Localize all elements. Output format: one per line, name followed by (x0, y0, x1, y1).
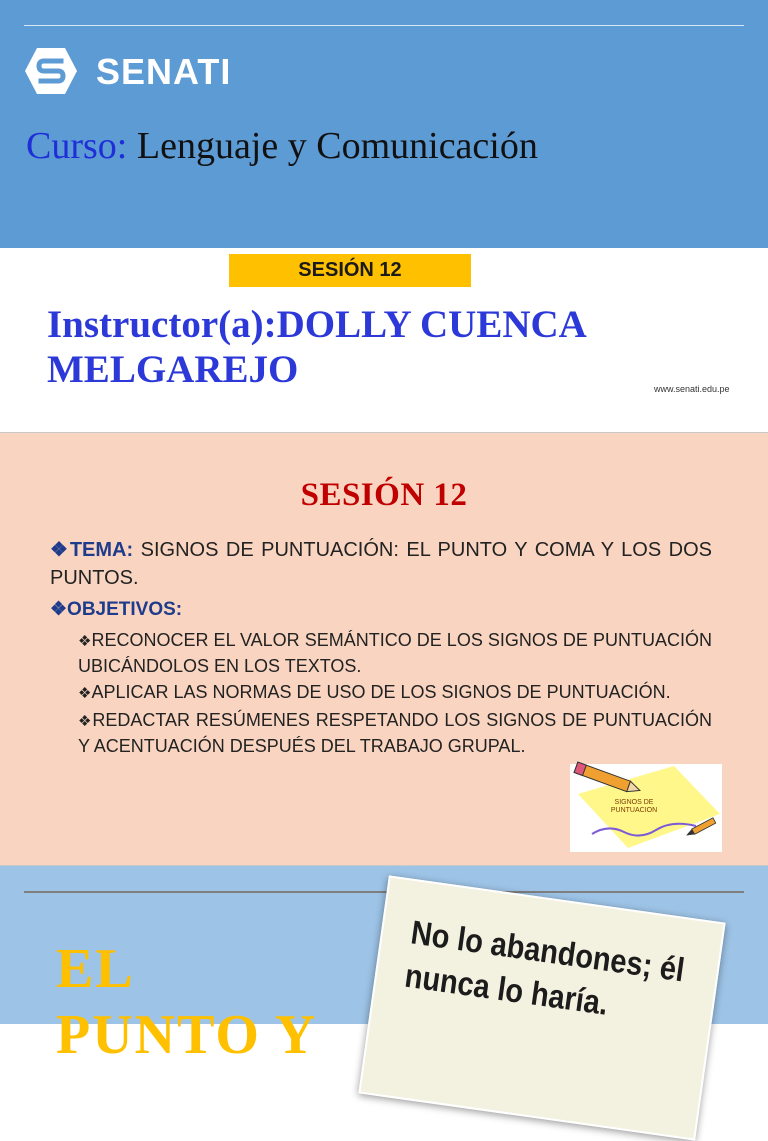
tema-paragraph (50, 536, 712, 592)
quote-note-card (358, 875, 725, 1140)
session-content (50, 536, 712, 760)
session-slide (0, 433, 768, 865)
slide-title (56, 936, 317, 1068)
course-title (26, 122, 538, 170)
instructor-name: Instructor(a):DOLLY CUENCA MELGAREJO (47, 303, 585, 391)
punto-y-coma-slide (0, 866, 768, 1066)
header-divider (24, 891, 744, 893)
objetivos-label: OBJETIVOS: (67, 599, 183, 620)
tema-label: TEMA: (69, 539, 134, 561)
objetivo-item (78, 680, 712, 706)
diamond-bullet-icon: ❖ (50, 599, 68, 620)
objetivo-text: REDACTAR RESÚMENES RESPETANDO LOS SIGNOS DE PUNTUACIÓN Y ACENTUACIÓN DESPUÉS DEL TRABAJO GRUPAL. (78, 710, 712, 756)
diamond-bullet-icon: ❖ (78, 685, 92, 702)
header-divider (24, 25, 744, 26)
objetivos-list (78, 628, 712, 758)
senati-logo-icon (24, 46, 78, 96)
diamond-bullet-icon: ❖ (78, 633, 92, 650)
diamond-bullet-icon: ❖ (50, 539, 70, 561)
website-url: www.senati.edu.pe (654, 384, 730, 394)
title-slide (0, 0, 768, 432)
clipart-caption: PUNTUACION (610, 807, 658, 814)
slide-title-line: PUNTO Y (56, 1004, 318, 1066)
tema-text: SIGNOS DE PUNTUACIÓN: EL PUNTO Y COMA Y LOS DOS PUNTOS. (50, 539, 712, 589)
session-badge: SESIÓN 12 (229, 254, 471, 287)
objetivos-heading (50, 596, 712, 624)
clipart-caption: SIGNOS DE (614, 799, 654, 806)
session-title: SESIÓN 12 (300, 477, 468, 513)
brand-name: SENATI (96, 51, 232, 92)
slide-title-line: EL (56, 938, 135, 1000)
quote-text: No lo abandones; él nunca lo haría. (402, 914, 687, 1023)
signos-de-puntuacion-clipart (570, 764, 722, 852)
objetivo-text: APLICAR LAS NORMAS DE USO DE LOS SIGNOS DE PUNTUACIÓN. (91, 682, 671, 702)
slide-header-band (0, 0, 768, 248)
objetivo-text: RECONOCER EL VALOR SEMÁNTICO DE LOS SIGNOS DE PUNTUACIÓN UBICÁNDOLOS EN LOS TEXTOS. (78, 630, 712, 676)
course-label: Curso: (26, 125, 128, 167)
objetivo-item (78, 628, 712, 678)
objetivo-item (78, 708, 712, 758)
diamond-bullet-icon: ❖ (78, 713, 93, 730)
course-name: Lenguaje y Comunicación (136, 125, 538, 167)
